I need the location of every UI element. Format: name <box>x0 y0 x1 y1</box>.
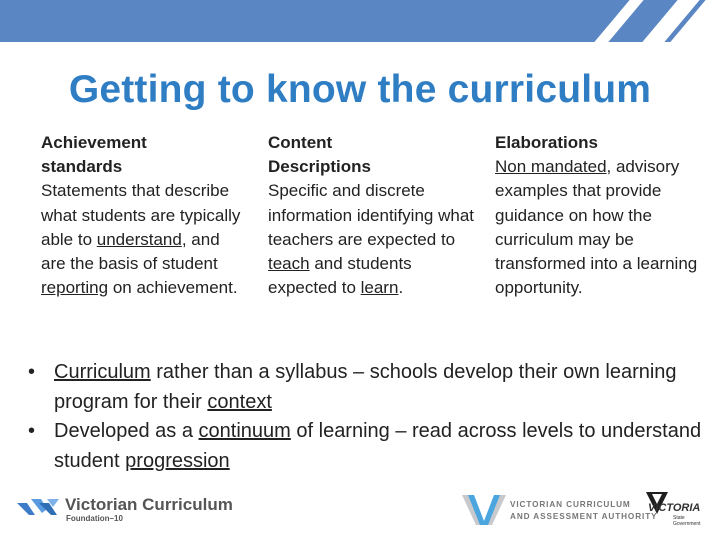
vic-gov-sub-1: State <box>673 515 685 521</box>
vcaa-logo <box>462 494 658 526</box>
bullet-list <box>26 358 706 476</box>
underlined-term: learn <box>360 278 399 298</box>
bullet-marker: • <box>28 420 36 442</box>
vc-logo-name: Victorian Curriculum <box>65 495 233 514</box>
banner-stripe <box>594 0 643 42</box>
vc-chevron-logo-icon <box>17 497 61 519</box>
underlined-term: Non mandated <box>495 157 607 177</box>
vc-logo-subtitle: Foundation–10 <box>66 514 123 523</box>
vcaa-v-logo-icon <box>462 495 506 525</box>
vcaa-line-2: AND ASSESSMENT AUTHORITY <box>510 512 658 521</box>
column-body: Non mandated, advisory examples that provide guidance on how the curriculum may be transformed into a learning opportunity. <box>495 157 698 298</box>
underlined-term: continuum <box>198 420 291 442</box>
column-achievement-standards <box>41 131 246 300</box>
vic-gov-sub-2: Government <box>673 521 701 527</box>
underlined-term: context <box>207 390 272 413</box>
slide-title: Getting to know the curriculum <box>68 68 652 111</box>
underlined-term: Curriculum <box>54 361 151 383</box>
underlined-term: progression <box>125 449 230 472</box>
bullet-marker: • <box>28 361 36 383</box>
underlined-term: reporting <box>41 278 109 298</box>
column-elaborations <box>495 131 705 300</box>
victoria-state-government-logo <box>644 490 714 530</box>
column-heading: Content Descriptions <box>268 133 371 177</box>
underlined-term: understand <box>96 229 182 249</box>
underlined-term: teach <box>268 254 310 274</box>
column-body: Specific and discrete information identifying what teachers are expected to teach and students expected to learn. <box>268 181 475 298</box>
column-body: Statements that describe what students are typically able to understand, and are the basis of student reporting on achievement. <box>41 181 241 298</box>
column-heading: Elaborations <box>495 133 598 152</box>
column-heading: Achievement standards <box>41 133 147 177</box>
top-banner <box>0 0 720 42</box>
victorian-curriculum-logo <box>17 493 257 527</box>
vcaa-line-1: VICTORIAN CURRICULUM <box>510 500 631 509</box>
bullet-item: • Developed as a continuum of learning – read across levels to understand student progression <box>26 417 706 476</box>
column-content-descriptions <box>268 131 478 300</box>
bullet-item: • Curriculum rather than a syllabus – schools develop their own learning program for their context <box>26 358 706 417</box>
vic-gov-name: VICTORIA <box>648 502 701 514</box>
